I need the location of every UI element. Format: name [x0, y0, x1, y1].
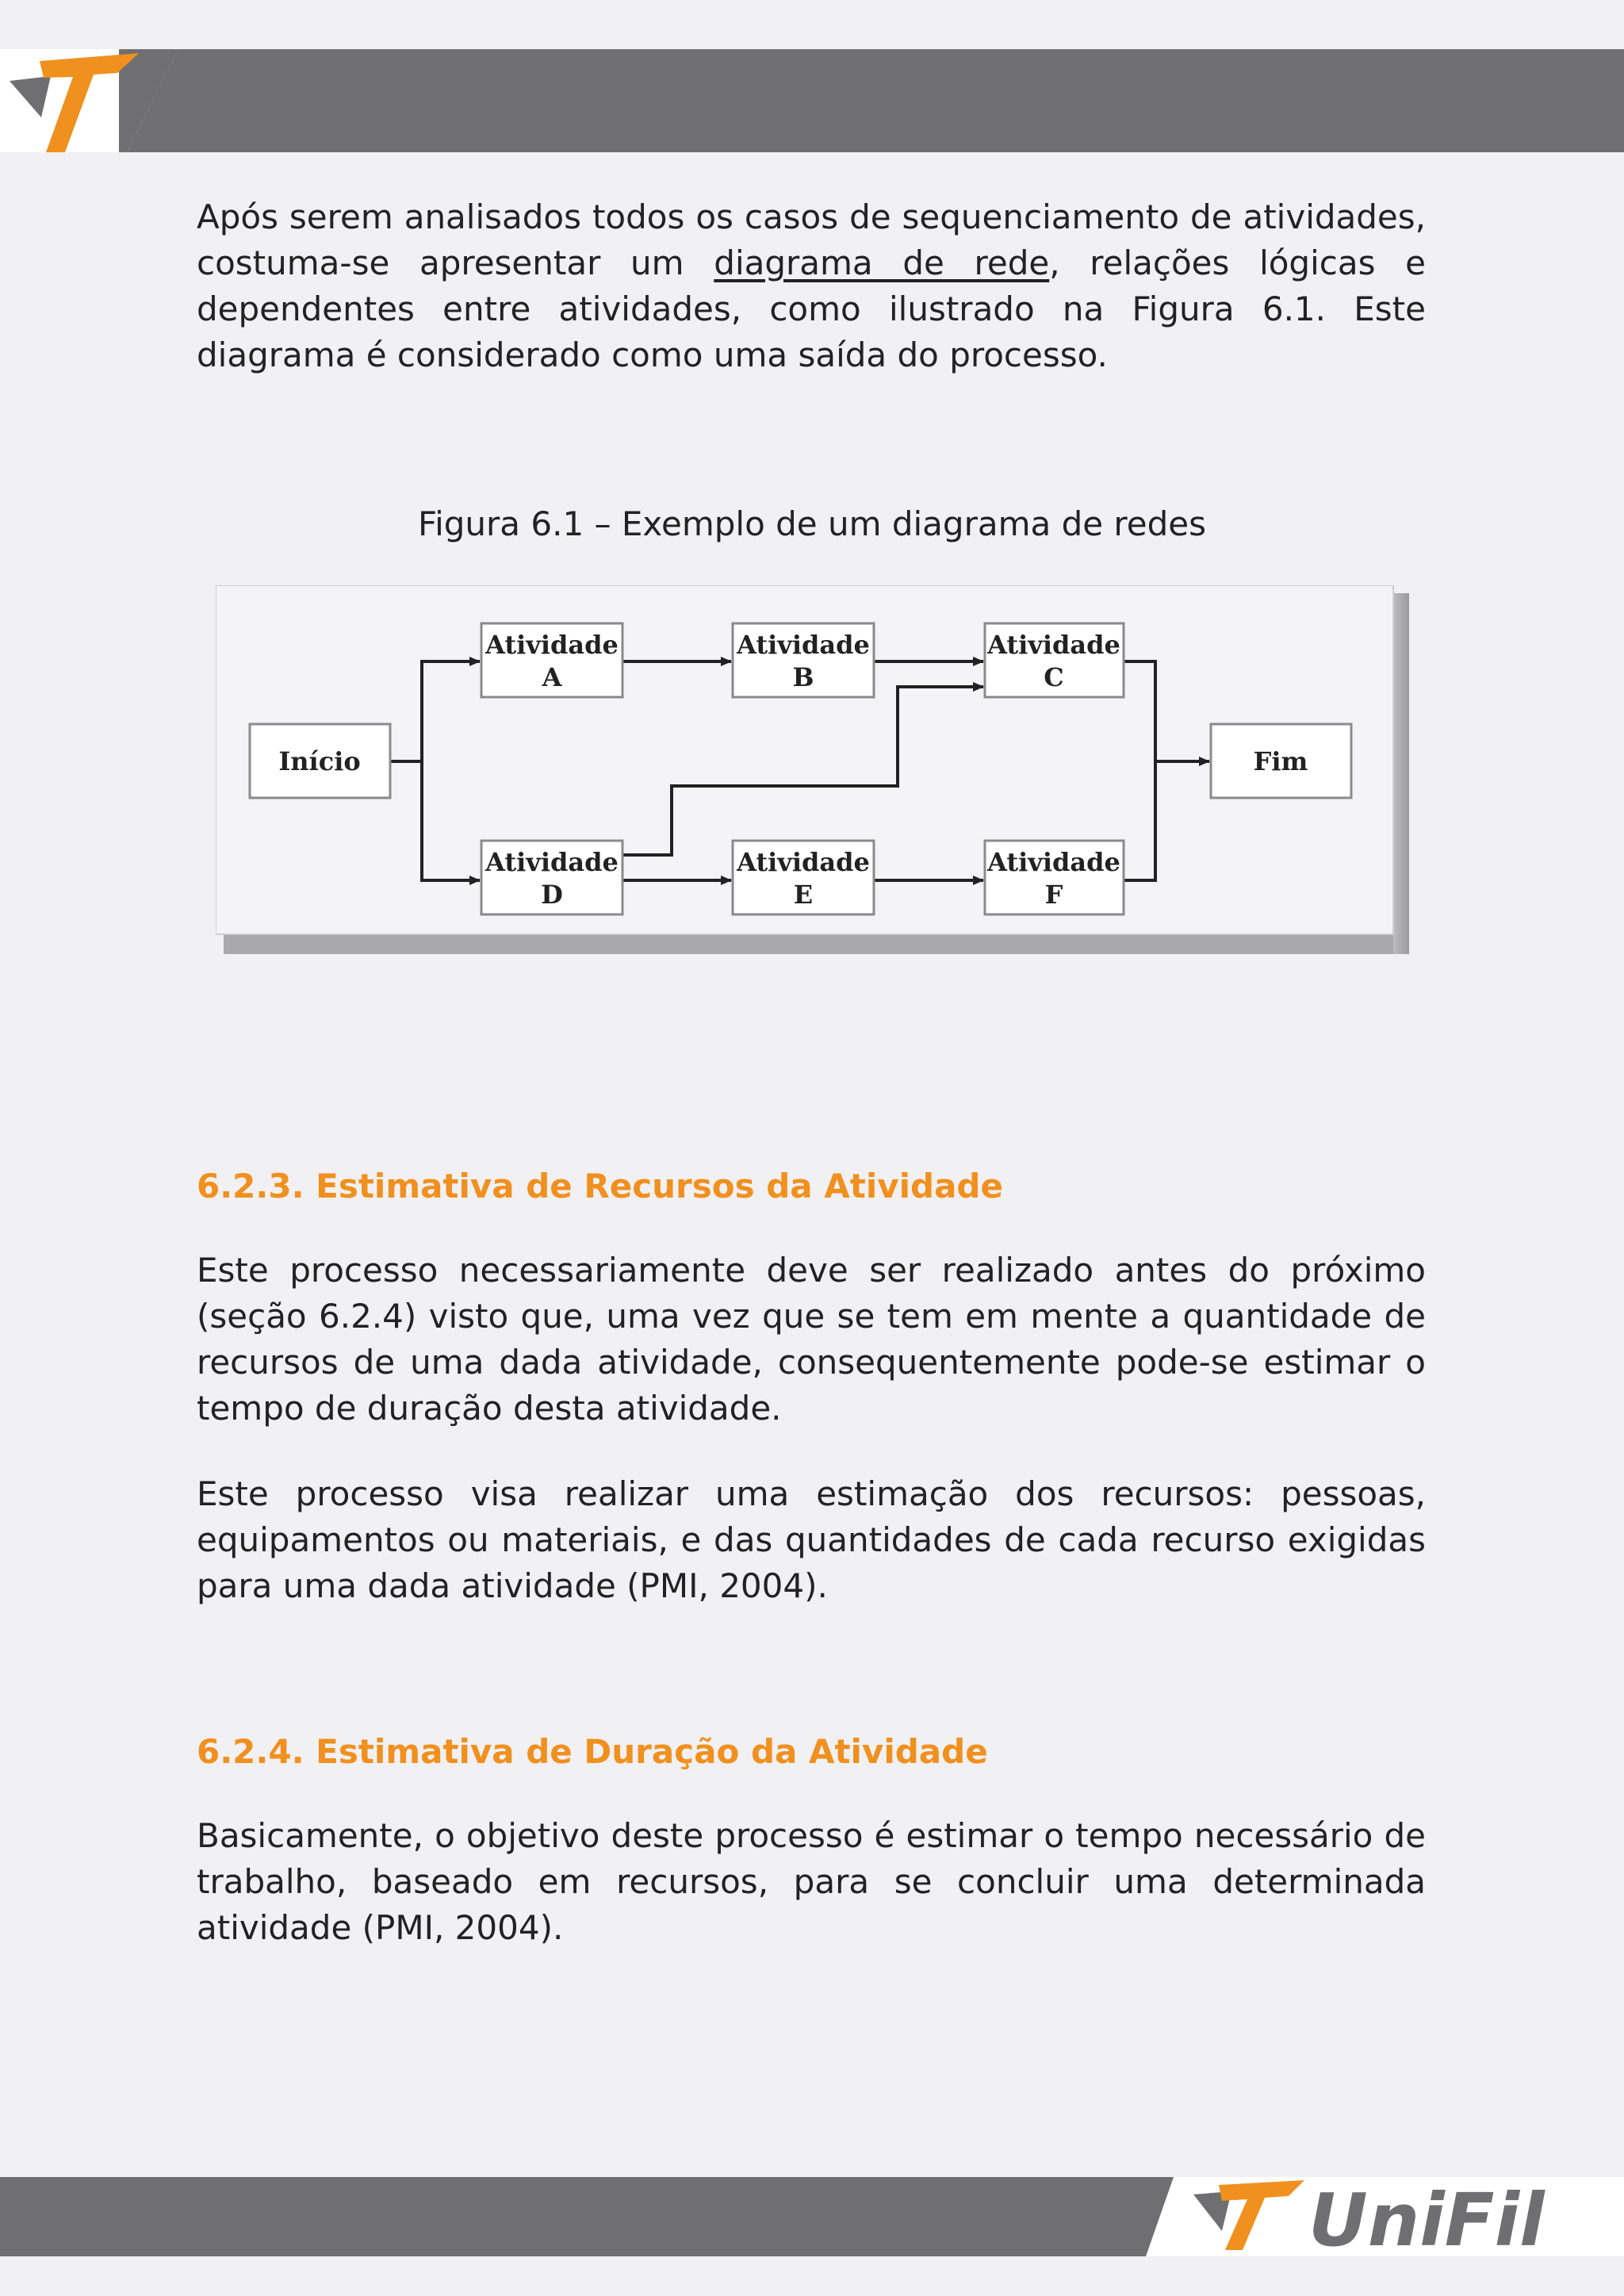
node-a-label-2: A — [542, 662, 562, 692]
node-e — [733, 841, 874, 914]
node-end — [1211, 724, 1351, 798]
node-end-label: Fim — [1253, 746, 1308, 776]
section-623-paragraph-2: Este processo visa realizar uma estimação dos recursos: pessoas, equipamentos ou materiais, e das quantidades de cada recurso exigidas para uma dada atividade (PMI, 2004). — [197, 1474, 1426, 1605]
node-c-label-2: C — [1044, 662, 1064, 692]
node-a — [481, 623, 622, 697]
figure-shadow-bottom — [224, 934, 1409, 954]
footer-logo — [1146, 2177, 1624, 2256]
node-b-label-2: B — [792, 662, 814, 692]
figure-shadow-right — [1393, 593, 1409, 954]
section-623-title: 6.2.3. Estimativa de Recursos da Atividade — [197, 1167, 1003, 1205]
footer-brand-text: UniFil — [1308, 2178, 1545, 2256]
node-e-label-2: E — [793, 880, 814, 910]
node-c-label-1: Atividade — [987, 630, 1120, 660]
node-start — [250, 724, 390, 798]
section-623-paragraph-1: Este processo necessariamente deve ser realizado antes do próximo (seção 6.2.4) visto que, uma vez que se tem em mente a quantidade de recursos de uma dada atividade, consequentemente pode-se estimar o tempo de duração desta atividade. — [197, 1251, 1426, 1428]
node-d — [481, 841, 622, 914]
section-624-title: 6.2.4. Estimativa de Duração da Atividade — [197, 1732, 988, 1771]
node-f — [985, 841, 1124, 914]
node-d-label-1: Atividade — [485, 847, 619, 877]
section-624-paragraph-1: Basicamente, o objetivo deste processo é estimar o tempo necessário de trabalho, baseado em recursos, para se concluir uma determinada atividade (PMI, 2004). — [197, 1816, 1426, 1947]
node-c — [985, 623, 1124, 697]
node-f-label-2: F — [1044, 880, 1063, 910]
node-a-label-1: Atividade — [485, 630, 619, 660]
network-diagram — [216, 585, 1409, 954]
node-d-label-2: D — [541, 880, 563, 910]
intro-paragraph — [197, 194, 1426, 378]
intro-text-start: Após serem analisados todos os casos de sequenciamento de atividades, costuma-se apresentar um — [197, 197, 1426, 282]
node-start-label: Início — [278, 746, 361, 776]
node-b — [733, 623, 874, 697]
node-b-label-1: Atividade — [737, 630, 870, 660]
figure-caption: Figura 6.1 – Exemplo de um diagrama de redes — [417, 504, 1206, 543]
header-logo — [0, 49, 178, 152]
header-band — [0, 49, 1624, 152]
node-e-label-1: Atividade — [737, 847, 870, 877]
network-diagram-term: diagrama de rede — [714, 243, 1050, 282]
node-f-label-1: Atividade — [987, 847, 1120, 877]
intro-text-end: , relações lógicas e dependentes entre atividades, como ilustrado na Figura 6.1. Este diagrama é considerado como uma saída do processo. — [197, 243, 1426, 374]
